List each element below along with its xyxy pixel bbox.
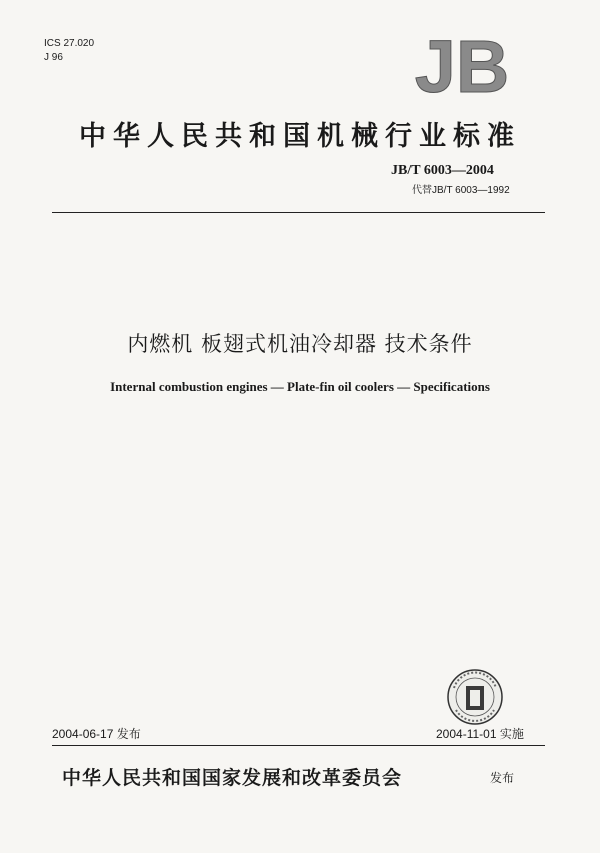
document-title-english: Internal combustion engines — Plate-fin oil coolers — Specifications [110, 379, 490, 394]
jb-logo [402, 34, 522, 98]
publisher-seal [446, 668, 504, 726]
replaces-standard: 代替JB/T 6003—1992 [412, 185, 510, 196]
jb-logo-text: JB [414, 34, 510, 98]
implementation-date: 2004-11-01 实施 [436, 727, 524, 741]
document-title-chinese: 内燃机 板翅式机油冷却器 技术条件 [127, 332, 473, 356]
publication-date: 2004-06-17 发布 [52, 727, 141, 741]
bottom-divider [52, 745, 545, 746]
classification-code: J 96 [44, 52, 63, 63]
issue-label: 发布 [490, 771, 515, 785]
standard-number: JB/T 6003—2004 [391, 163, 494, 178]
issuing-authority: 中华人民共和国国家发展和改革委员会 [62, 767, 403, 789]
top-divider [52, 212, 545, 213]
ics-code: ICS 27.020 [44, 38, 95, 49]
industry-standard-title: 中华人民共和国机械行业标准 [79, 121, 521, 152]
